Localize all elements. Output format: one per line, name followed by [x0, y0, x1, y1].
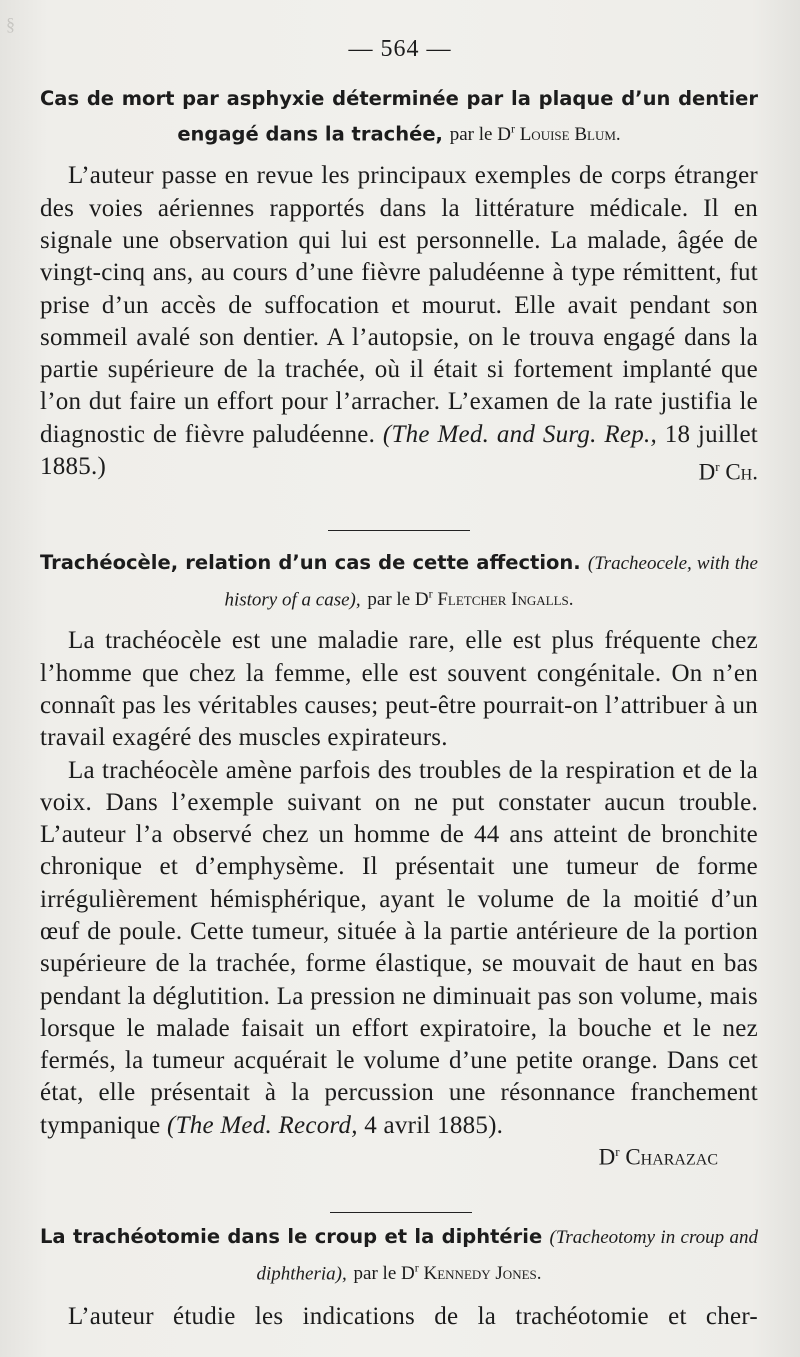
article-3-title-text: La trachéotomie dans le croup et la diphtérie	[40, 1225, 543, 1248]
article-1-title	[40, 84, 758, 150]
article-2-signature: $D^r$ Charazac	[598, 1144, 718, 1170]
page-number: — 564 —	[348, 36, 452, 62]
bleed-through-text: §	[6, 14, 15, 34]
divider-2	[330, 1212, 472, 1213]
article-1	[40, 84, 758, 489]
article-2-title	[40, 548, 758, 615]
article-2-citation: (The Med. Record,	[167, 1111, 358, 1139]
article-2-byline: par le $D^r$ Fletcher Ingalls.	[367, 587, 574, 611]
article-1-title-text: Cas de mort par asphyxie déterminée par la plaque d’un dentier engagé dans la trachée,	[40, 87, 758, 146]
article-3-author: Kennedy Jones.	[423, 1263, 542, 1285]
article-3-title-english: (Tracheotomy in croup and diphtheria),	[256, 1227, 758, 1285]
article-2-paragraph-2: La trachéocèle amène parfois des troubles de la respiration et de la voix. Dans l’exemple suivant on ne put constater aucun trouble. L’auteur l’a observé chez un homme de 44 ans atteint de bronchite chronique et d’emphysème. Il présentait une tumeur de forme irrégulièrement hémisphérique, ayant le volume de la moitié d’un œuf de poule. Cette tumeur, située à la partie antérieure de la portion supérieure de la trachée, forme élastique, se mouvait de haut en bas pendant la déglutition. La pression ne diminuait pas son volume, mais lorsque le malade faisait un effort expiratoire, la bouche et le nez fermés, la tumeur acquérait le volume d’une petite orange. Dans cet état, elle présentait à la percussion une résonnance franchement tympanique (The Med. Record, 4 avril 1885).	[40, 756, 758, 1139]
article-2-paragraph-1: La trachéocèle est une maladie rare, elle est plus fréquente chez l’homme que chez la femme, elle est souvent congénitale. On n’en connaît pas les véritables causes; peut-être pourrait-on l’attribuer à un travail exagéré des muscles expirateurs.	[40, 627, 758, 752]
article-1-citation-date: 18 juillet 1885.)	[40, 420, 759, 480]
article-3-title	[40, 1222, 758, 1289]
article-3	[40, 1222, 758, 1334]
article-1-byline: par le $D^r$ Louise Blum.	[449, 122, 621, 146]
article-1-citation: (The Med. and Surg. Rep.,	[382, 420, 657, 448]
article-2-title-english: (Tracheocele, with the history of a case),	[224, 553, 758, 611]
article-3-paragraph: L’auteur étudie les indications de la trachéotomie et cher-	[68, 1303, 758, 1331]
article-1-paragraph: L’auteur passe en revue les principaux exemples de corps étranger des voies aériennes rapportés dans la littérature médicale. Il en signale une observation qui lui est personnelle. La malade, âgée de vingt-cinq ans, au cours d’une fièvre paludéenne à type rémittent, fut prise d’un accès de suffocation et mourut. Elle avait pendant son sommeil avalé son dentier. A l’autopsie, on le trouva engagé dans la partie supérieure de la trachée, où il était si fortement implanté que l’on dut faire un effort pour l’arracher. L’examen de la rate justifia le diagnostic de fièvre paludéenne. (The Med. and Surg. Rep., 18 juillet 1885.)	[40, 162, 759, 480]
divider-1	[328, 530, 470, 531]
article-2-citation-date: 4 avril 1885).	[364, 1111, 504, 1139]
article-2-title-text: Trachéocèle, relation d’un cas de cette affection.	[40, 551, 581, 574]
article-3-byline: par le $D^r$ Kennedy Jones.	[353, 1261, 542, 1285]
article-2	[40, 548, 758, 1171]
article-2-author: Fletcher Ingalls.	[437, 589, 574, 611]
article-1-author: Louise Blum.	[519, 124, 621, 146]
article-1-signature: $D^r$ Ch.	[698, 459, 758, 485]
